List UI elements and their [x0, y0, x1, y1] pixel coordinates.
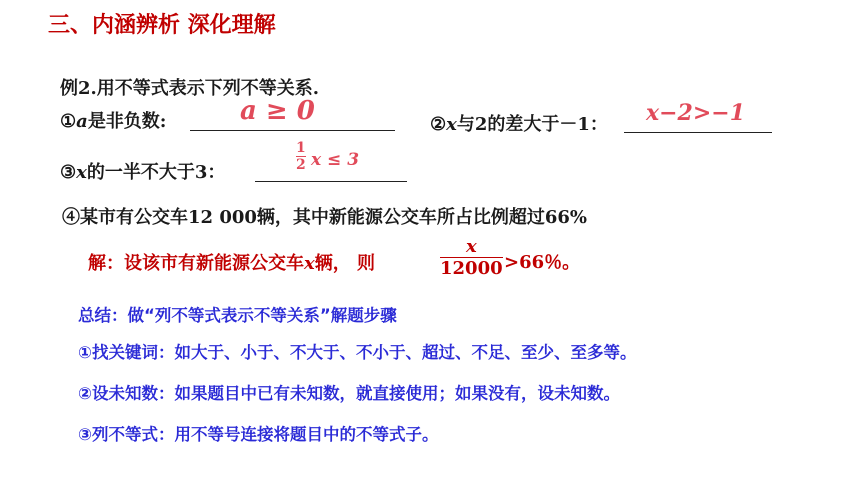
question-3-text: 的一半不大于3：	[86, 162, 226, 183]
answer-3-fraction	[296, 140, 306, 173]
summary-title: 总结：做“列不等式表示不等关系”解题步骤	[78, 306, 397, 325]
answer-1: a ≥ 0	[240, 96, 315, 126]
solution-text	[88, 249, 375, 275]
answer-line-3	[255, 181, 407, 182]
question-1-number: ①	[60, 111, 77, 132]
question-2-variable: x	[446, 114, 457, 135]
question-4-number: ④	[62, 207, 80, 228]
question-2	[430, 110, 608, 136]
question-3	[60, 158, 225, 184]
question-1-variable: a	[76, 111, 88, 132]
solution-numerator: x	[465, 236, 477, 257]
summary-step-3: ③列不等式：用不等号连接将题目中的不等式子。	[78, 425, 439, 444]
answer-3-numerator: 1	[296, 140, 306, 156]
answer-2: x−2>−1	[646, 100, 746, 126]
summary-step-2: ②设未知数：如果题目中已有未知数，就直接使用；如果没有，设未知数。	[78, 384, 620, 403]
summary-step-1: ①找关键词：如大于、小于、不大于、不小于、超过、不足、至少、至多等。	[78, 343, 637, 362]
question-4	[62, 203, 587, 229]
solution-mid: 辆， 则	[314, 253, 376, 274]
question-4-text: 某市有公交车12 000辆，其中新能源公交车所占比例超过66%	[80, 207, 588, 228]
solution-denominator: 12000	[440, 258, 503, 279]
answer-line-1	[190, 130, 395, 131]
question-2-text: 与2的差大于－1：	[456, 114, 608, 135]
question-2-number: ②	[430, 114, 447, 135]
solution-variable: x	[304, 253, 315, 274]
question-3-number: ③	[60, 162, 77, 183]
question-3-variable: x	[76, 162, 87, 183]
question-1-text: 是非负数:	[87, 111, 167, 132]
answer-3-rest: x ≤ 3	[311, 150, 360, 170]
solution-fraction	[440, 236, 503, 279]
solution-prefix: 解：设该市有新能源公交车	[88, 253, 304, 274]
solution-inequality: >66％。	[504, 252, 581, 273]
answer-line-2	[624, 132, 772, 133]
question-1	[60, 107, 166, 133]
section-title: 三、内涵辨析 深化理解	[48, 13, 276, 38]
answer-3-denominator: 2	[296, 157, 306, 173]
example-heading: 例2.用不等式表示下列不等关系.	[60, 78, 320, 99]
